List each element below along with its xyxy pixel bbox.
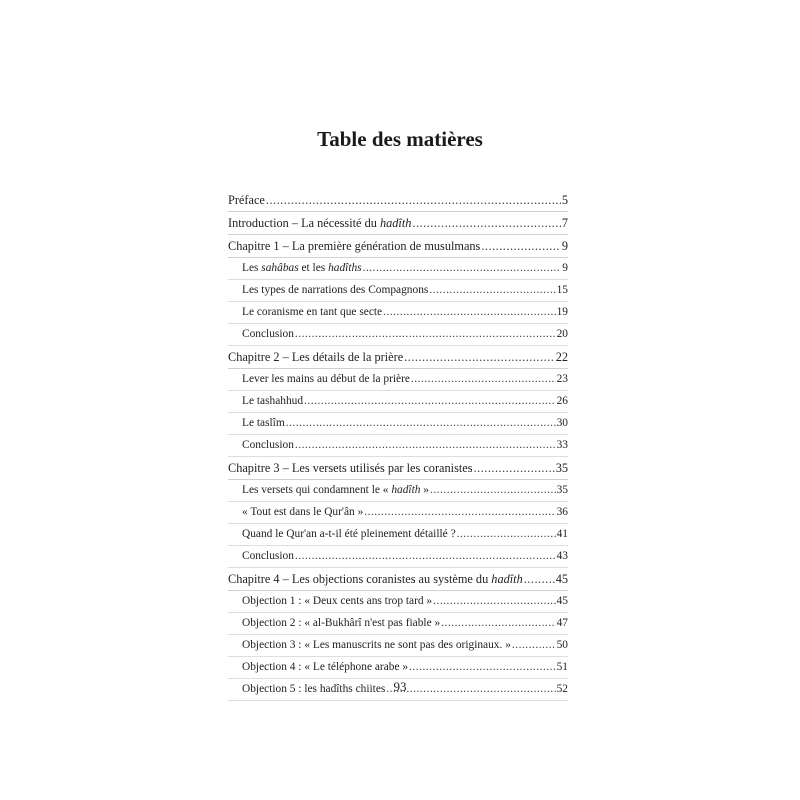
toc-chapter-entry (228, 457, 568, 480)
toc-entry-title (242, 591, 432, 612)
italic-term: sahâbas (261, 262, 299, 274)
toc-page-number: 50 (556, 639, 568, 651)
dot-leader (512, 635, 556, 656)
dot-leader (409, 657, 556, 678)
toc-section-entry (228, 324, 568, 346)
title-text: Le coranisme en tant que secte (242, 306, 383, 318)
toc-entry-title (228, 346, 403, 368)
dot-leader (411, 369, 556, 390)
dot-leader (429, 280, 555, 301)
title-text: Lever les mains au début de la prière (242, 373, 410, 385)
toc-entry-title (242, 502, 363, 523)
dot-leader (457, 524, 556, 545)
dot-leader (481, 235, 560, 257)
toc-page-number: 19 (556, 306, 568, 318)
italic-term: hadîth (379, 216, 412, 230)
table-of-contents (228, 189, 568, 701)
title-text: Conclusion (242, 439, 294, 451)
toc-page-number: 52 (556, 683, 568, 695)
toc-entry-title (242, 613, 440, 634)
toc-entry-title (242, 524, 456, 545)
toc-entry-title (242, 546, 294, 567)
toc-chapter-entry (228, 235, 568, 258)
toc-page-number: 15 (556, 284, 568, 296)
title-text: Objection 3 : « Les manuscrits ne sont pas des originaux. » (242, 639, 511, 651)
toc-entry-title (228, 235, 480, 257)
toc-section-entry (228, 613, 568, 635)
title-text: Objection 4 : « Le téléphone arabe » (242, 661, 409, 673)
dot-leader (404, 346, 555, 368)
toc-section-entry (228, 391, 568, 413)
dot-leader (364, 502, 555, 523)
toc-entry-title (242, 635, 511, 656)
toc-entry-title (228, 568, 523, 590)
dot-leader (295, 546, 556, 567)
toc-page-number: 20 (556, 328, 568, 340)
toc-page-number: 51 (556, 661, 568, 673)
toc-entry-title (242, 280, 428, 301)
toc-page-number: 36 (556, 506, 568, 518)
toc-page-number: 45 (556, 595, 568, 607)
title-text: « Tout est dans le Qur'ân » (242, 506, 364, 518)
toc-section-entry (228, 258, 568, 280)
dot-leader (412, 212, 560, 234)
dot-leader (266, 189, 561, 211)
dot-leader (304, 391, 556, 412)
toc-section-entry (228, 524, 568, 546)
toc-section-entry (228, 280, 568, 302)
page-title: Table des matières (317, 127, 483, 151)
toc-entry-title (242, 302, 382, 323)
toc-section-entry (228, 502, 568, 524)
toc-page-number: 30 (556, 417, 568, 429)
title-text: Préface (228, 193, 265, 207)
dot-leader (433, 591, 555, 612)
toc-page-number: 9 (562, 262, 568, 274)
title-text: Chapitre 3 – Les versets utilisés par les coranistes (228, 461, 473, 475)
toc-entry-title (228, 189, 265, 211)
toc-page-number: 9 (561, 239, 568, 253)
title-text: » (420, 484, 429, 496)
toc-entry-title (242, 435, 294, 456)
title-text: Les (242, 262, 262, 274)
italic-term: hadîth (491, 572, 523, 586)
italic-term: hadîth (391, 484, 421, 496)
toc-page-number: 22 (555, 350, 568, 364)
title-text: Les versets qui condamnent le « (242, 484, 392, 496)
toc-page-number: 45 (555, 572, 568, 586)
toc-page-number: 5 (561, 193, 568, 207)
toc-section-entry (228, 369, 568, 391)
dot-leader (474, 457, 555, 479)
italic-term: hadîths (328, 262, 362, 274)
toc-entry-title (242, 258, 362, 279)
toc-entry-title (242, 657, 408, 678)
toc-page-number: 35 (556, 484, 568, 496)
dot-leader (430, 480, 556, 501)
title-text: Conclusion (242, 550, 294, 562)
title-text: Les types de narrations des Compagnons (242, 284, 429, 296)
toc-section-entry (228, 657, 568, 679)
title-text: et les (298, 262, 329, 274)
toc-section-entry (228, 591, 568, 613)
title-text: Objection 2 : « al-Bukhârî n'est pas fiable » (242, 617, 441, 629)
dot-leader (383, 302, 556, 323)
toc-page-number: 35 (555, 461, 568, 475)
toc-chapter-entry (228, 189, 568, 212)
dot-leader (363, 258, 562, 279)
toc-section-entry (228, 302, 568, 324)
dot-leader (524, 568, 555, 590)
toc-page-number: 33 (556, 439, 568, 451)
title-text: Objection 5 : les hadîths chiites (242, 683, 386, 695)
toc-entry-title (242, 413, 285, 434)
toc-page-number: 7 (561, 216, 568, 230)
toc-page-number: 47 (556, 617, 568, 629)
toc-chapter-entry (228, 212, 568, 235)
toc-chapter-entry (228, 568, 568, 591)
toc-chapter-entry (228, 346, 568, 369)
toc-page-number: 23 (556, 373, 568, 385)
dot-leader (286, 413, 556, 434)
toc-page-number: 43 (556, 550, 568, 562)
toc-section-entry (228, 413, 568, 435)
toc-entry-title (228, 212, 411, 234)
title-text: Le taslîm (242, 417, 285, 429)
toc-section-entry (228, 546, 568, 568)
title-text: Chapitre 4 – Les objections coranistes au système du (228, 572, 492, 586)
page-number: 93 (393, 679, 407, 694)
toc-page-number: 41 (556, 528, 568, 540)
title-text: Objection 1 : « Deux cents ans trop tard » (242, 595, 433, 607)
title-text: Quand le Qur'an a-t-il été pleinement détaillé ? (242, 528, 456, 540)
title-text: Le tashahhud (242, 395, 304, 407)
toc-entry-title (228, 457, 473, 479)
toc-section-entry (228, 480, 568, 502)
title-text: Chapitre 1 – La première génération de musulmans (228, 239, 481, 253)
title-text: Chapitre 2 – Les détails de la prière (228, 350, 404, 364)
toc-section-entry (228, 435, 568, 457)
toc-entry-title (242, 324, 294, 345)
dot-leader (295, 435, 556, 456)
dot-leader (295, 324, 556, 345)
dot-leader (441, 613, 555, 634)
toc-entry-title (242, 480, 429, 501)
toc-entry-title (242, 391, 303, 412)
title-text: Introduction – La nécessité du (228, 216, 380, 230)
toc-entry-title (242, 369, 410, 390)
toc-section-entry (228, 635, 568, 657)
title-text: Conclusion (242, 328, 294, 340)
toc-page-number: 26 (556, 395, 568, 407)
